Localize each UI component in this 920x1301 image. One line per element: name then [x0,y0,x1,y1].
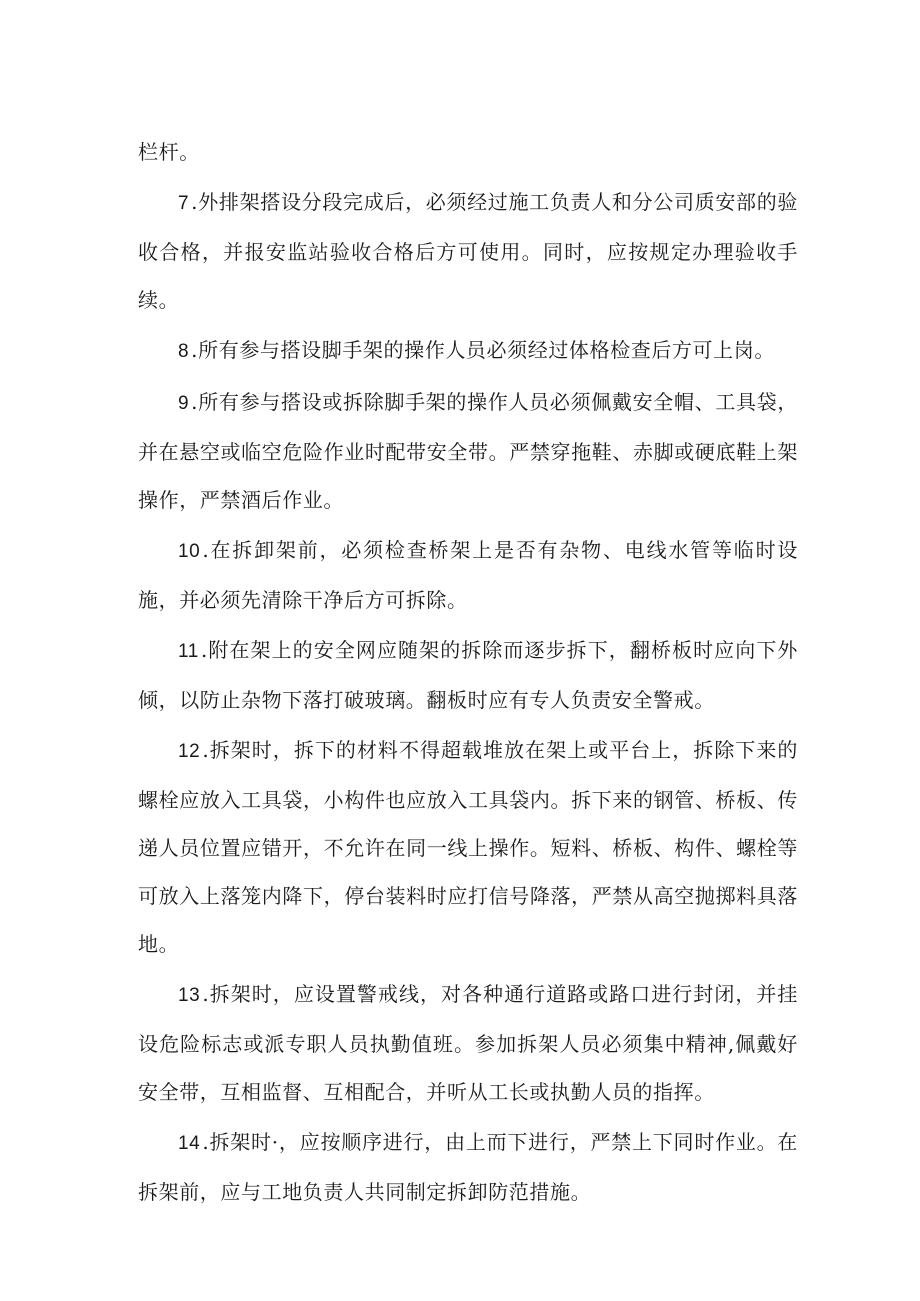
list-item [138,626,798,724]
item-text: .附在架上的安全网应随架的拆除而逐步拆下，翻桥板时应向下外倾，以防止杂物下落打破玻璃。翻板时应有专人负责安全警戒。 [138,638,798,712]
list-item [138,726,798,968]
list-item [138,378,798,524]
list-item [138,326,798,376]
item-number: 8 [178,341,190,362]
item-text: .外排架搭设分段完成后，必须经过施工负责人和分公司质安部的验收合格，并报安监站验收合格后方可使用。同时，应按规定办理验收手续。 [138,190,798,312]
item-number: 7 [178,193,190,214]
document-body [138,128,798,1216]
item-number: 12 [178,741,201,762]
item-number: 9 [178,393,190,414]
list-item [138,178,798,324]
continuation-text: 栏杆。 [138,140,200,164]
item-number: 11 [178,641,199,662]
list-item [138,1118,798,1216]
item-text: .拆架时，拆下的材料不得超载堆放在架上或平台上，拆除下来的螺栓应放入工具袋，小构件也应放入工具袋内。拆下来的钢管、桥板、传递人员位置应错开，不允许在同一线上操作。短料、桥板、构件、螺栓等可放入上落笼内降下，停台装料时应打信号降落，严禁从高空抛掷料具落地。 [138,738,798,956]
item-text: .所有参与搭设或拆除脚手架的操作人员必须佩戴安全帽、工具袋，并在悬空或临空危险作业时配带安全带。严禁穿拖鞋、赤脚或硬底鞋上架操作，严禁酒后作业。 [138,390,798,512]
item-number: 13 [178,985,201,1006]
item-number: 14 [178,1133,201,1154]
list-item [138,970,798,1116]
item-number: 10 [178,541,201,562]
list-item [138,526,798,624]
item-text: .所有参与搭设脚手架的操作人员必须经过体格检查后方可上岗。 [191,338,775,362]
item-text: .在拆卸架前，必须检查桥架上是否有杂物、电线水管等临时设施，并必须先清除干净后方可拆除。 [138,538,798,612]
item-text: .拆架时，应设置警戒线，对各种通行道路或路口进行封闭，并挂设危险标志或派专职人员执勤值班。参加拆架人员必须集中精神,佩戴好安全带，互相监督、互相配合，并听从工长或执勤人员的指挥。 [138,982,798,1104]
item-text: .拆架时·，应按顺序进行，由上而下进行，严禁上下同时作业。在拆架前，应与工地负责人共同制定拆卸防范措施。 [138,1130,798,1204]
